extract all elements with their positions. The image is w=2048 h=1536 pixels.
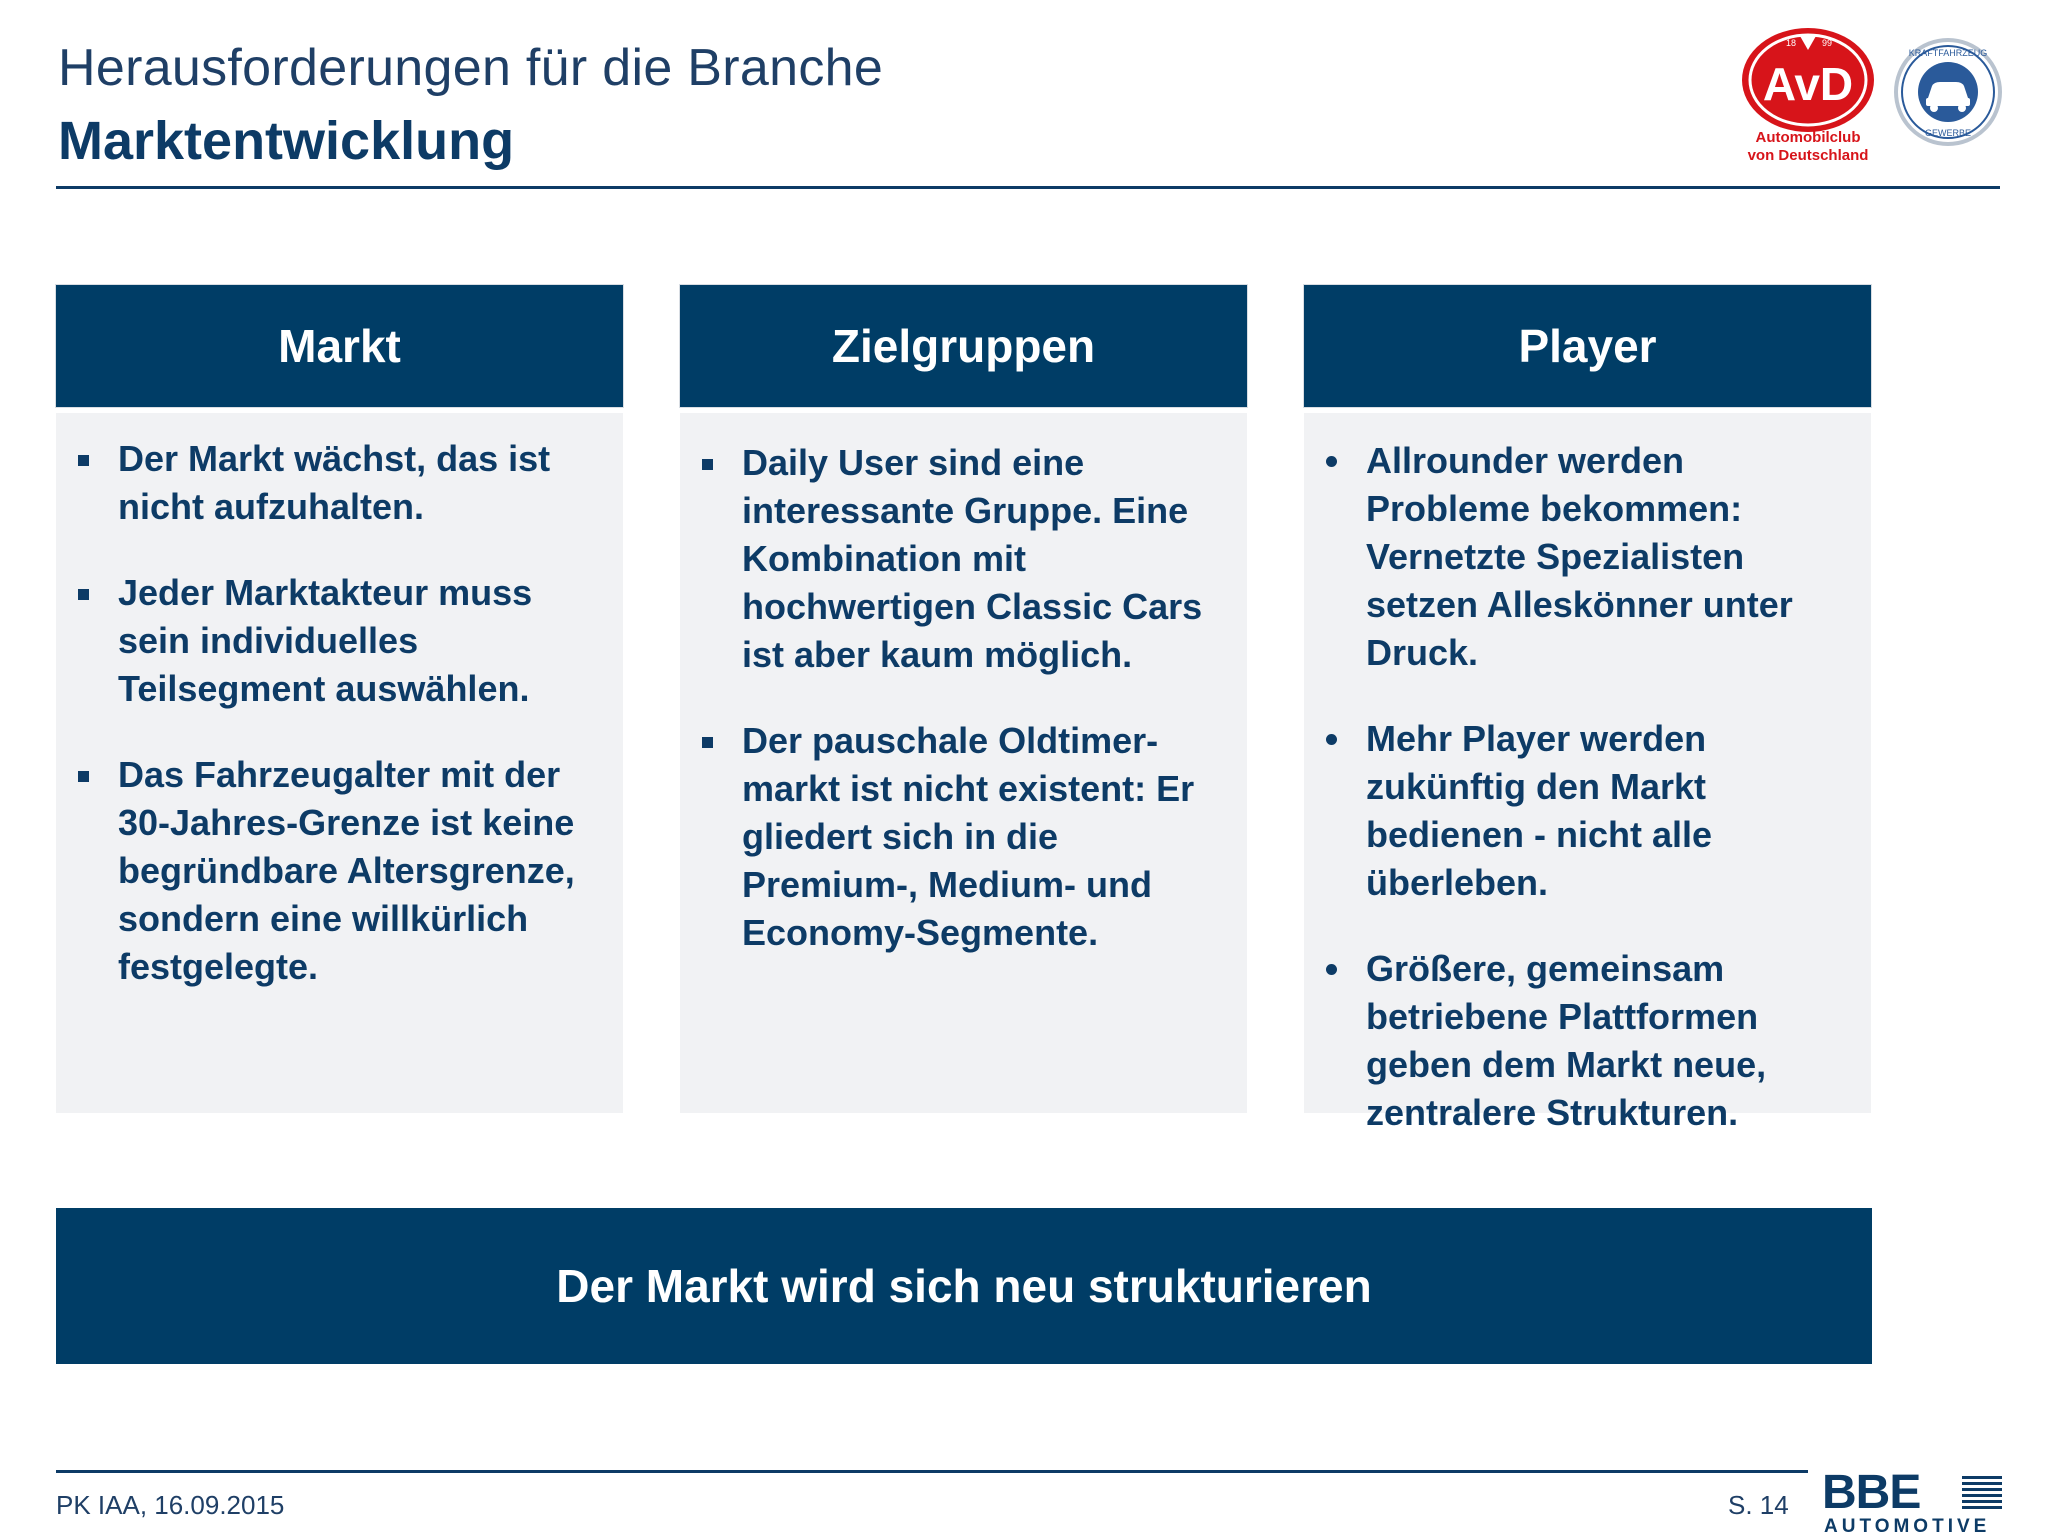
column-heading: Markt xyxy=(56,285,623,407)
list-item: Größere, gemeinsam betriebene Plattformen geben dem Markt neue, zentralere Strukturen. xyxy=(1304,945,1871,1137)
conclusion-banner: Der Markt wird sich neu strukturieren xyxy=(56,1208,1872,1364)
list-item: Jeder Marktakteur muss sein individuelles Teilsegment auswählen. xyxy=(56,569,623,713)
svg-text:BBE: BBE xyxy=(1822,1466,1921,1519)
bullet-square-icon xyxy=(78,589,89,600)
bullet-square-icon xyxy=(78,771,89,782)
svg-text:AvD: AvD xyxy=(1762,58,1854,110)
footer-divider xyxy=(56,1470,1808,1473)
list-item: Allrounder werden Probleme bekommen: Vernetzte Spezialisten setzen Alleskönner unter Druck. xyxy=(1304,437,1871,677)
svg-text:von Deutschland: von Deutschland xyxy=(1747,147,1869,164)
column-panel xyxy=(56,413,623,1113)
bullet-square-icon xyxy=(78,455,89,466)
svg-text:AUTOMOTIVE: AUTOMOTIVE xyxy=(1824,1516,1991,1536)
bullet-square-icon xyxy=(702,737,713,748)
svg-text:KRAFTFAHRZEUG: KRAFTFAHRZEUG xyxy=(1908,48,1988,58)
list-item: Der Markt wächst, das ist nicht aufzuhalten. xyxy=(56,435,623,531)
list-item: Daily User sind eine interessante Gruppe. Eine Kombination mit hochwertigen Classic Cars ist aber kaum möglich. xyxy=(680,439,1247,679)
svg-text:GEWERBE: GEWERBE xyxy=(1924,128,1972,138)
svg-text:18: 18 xyxy=(1786,38,1797,48)
column-heading: Player xyxy=(1304,285,1871,407)
column-zielgruppen xyxy=(680,285,1247,1113)
list-item: Der pauschale Oldtimer-markt ist nicht existent: Er gliedert sich in die Premium-, Medium- und Economy-Segmente. xyxy=(680,717,1247,957)
column-heading: Zielgruppen xyxy=(680,285,1247,407)
list-item: Das Fahrzeugalter mit der 30-Jahres-Grenze ist keine begründbare Altersgrenze, sondern eine willkürlich festgelegte. xyxy=(56,751,623,991)
svg-text:Automobilclub: Automobilclub xyxy=(1755,129,1861,146)
page-supertitle: Herausforderungen für die Branche xyxy=(58,39,884,97)
column-panel xyxy=(680,413,1247,1113)
page-title: Marktentwicklung xyxy=(58,111,515,171)
header-divider xyxy=(56,186,2000,189)
kfz-gewerbe-logo xyxy=(1892,36,2004,148)
list-item: Mehr Player werden zukünftig den Markt bedienen - nicht alle überleben. xyxy=(1304,715,1871,907)
page-number: S. 14 xyxy=(1728,1490,1789,1520)
column-markt xyxy=(56,285,623,1113)
avd-logo xyxy=(1738,24,1878,174)
footer-event-date: PK IAA, 16.09.2015 xyxy=(56,1490,285,1520)
column-panel xyxy=(1304,413,1871,1133)
bullet-dot-icon xyxy=(1326,964,1337,975)
bullet-dot-icon xyxy=(1326,734,1337,745)
bbe-automotive-logo xyxy=(1820,1466,2006,1536)
column-player xyxy=(1304,285,1871,1133)
bullet-square-icon xyxy=(702,459,713,470)
svg-text:99: 99 xyxy=(1822,38,1833,48)
bullet-dot-icon xyxy=(1326,456,1337,467)
